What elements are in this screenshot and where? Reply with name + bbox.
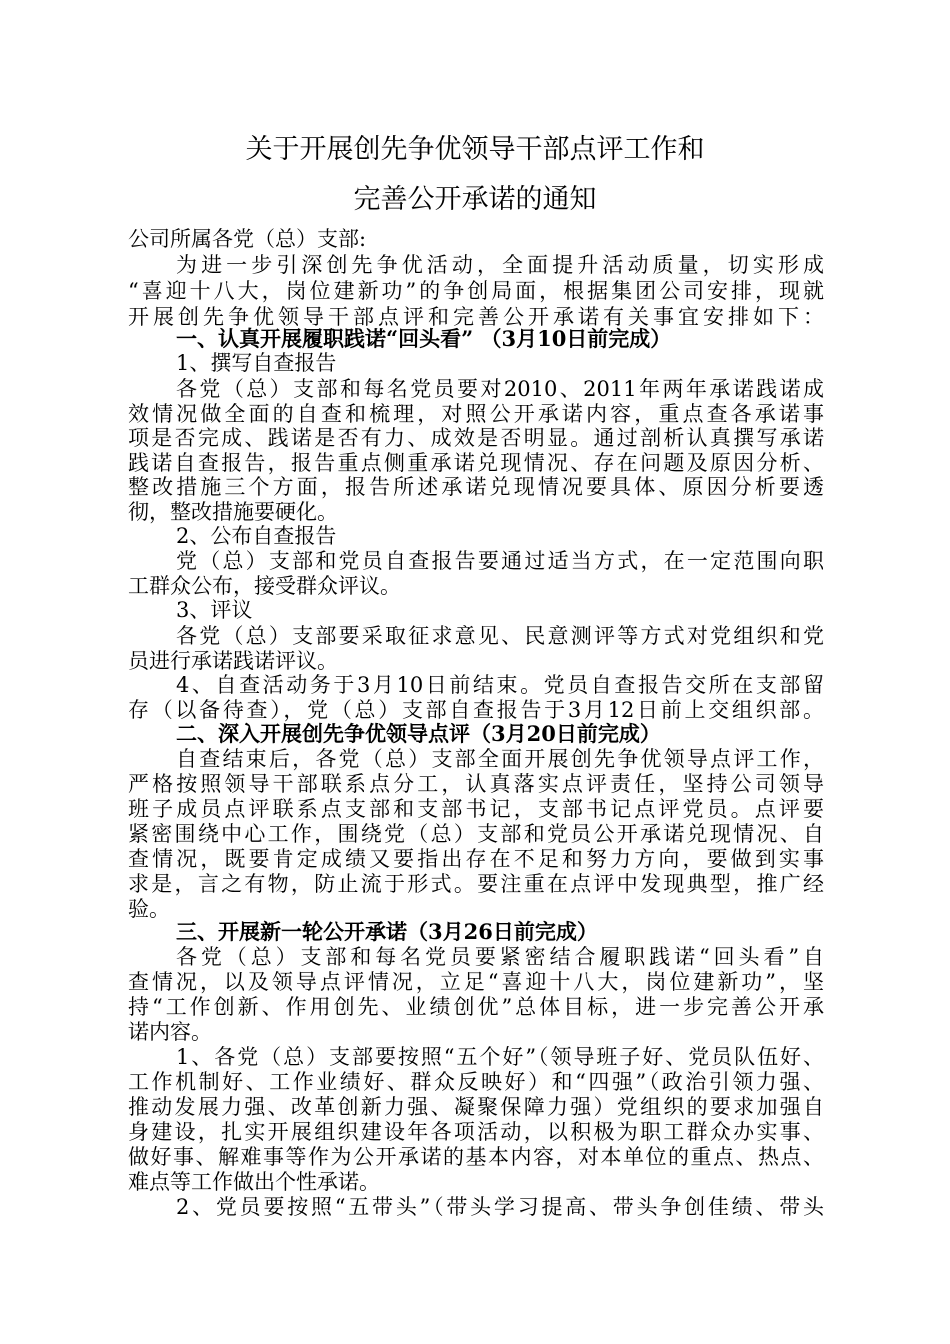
body-line: 身建设，扎实开展组织建设年各项活动，以积极为职工群众办实事、 — [128, 1120, 824, 1144]
body-line: 持“工作创新、作用创先、业绩创优”总体目标，进一步完善公开承 — [128, 995, 824, 1019]
body-line: 严格按照领导干部联系点分工，认真落实点评责任，坚持公司领导 — [128, 772, 824, 796]
body-line: 4、自查活动务于3月10日前结束。党员自查报告交所在支部留 — [176, 673, 824, 697]
body-line: 各党（总）支部和每名党员要紧密结合履职践诺“回头看”自 — [176, 945, 824, 969]
body-line: 2、党员要按照“五带头”（带头学习提高、带头争创佳绩、带头 — [176, 1195, 824, 1219]
body-line: 存（以备待查），党（总）支部自查报告于3月12日前上交组织部。 — [128, 698, 824, 722]
body-line: 党（总）支部和党员自查报告要通过适当方式，在一定范围向职 — [176, 549, 824, 573]
body-line: 班子成员点评联系点支部和支部书记，支部书记点评党员。点评要 — [128, 797, 824, 821]
body-line: 各党（总）支部和每名党员要对2010、2011年两年承诺践诺成 — [176, 377, 824, 401]
subheading: 1、撰写自查报告 — [176, 351, 337, 375]
body-line: 效情况做全面的自查和梳理，对照公开承诺内容，重点查各承诺事 — [128, 402, 824, 426]
body-line: 各党（总）支部要采取征求意见、民意测评等方式对党组织和党 — [176, 624, 824, 648]
body-line: 推动发展力强、改革创新力强、凝聚保障力强）党组织的要求加强自 — [128, 1095, 824, 1119]
salutation: 公司所属各党（总）支部: — [128, 227, 367, 251]
document-title-line-1: 关于开展创先争优领导干部点评工作和 — [245, 134, 705, 165]
body-line: 验。 — [128, 897, 170, 921]
body-line: 查情况，以及领导点评情况，立足“喜迎十八大，岗位建新功”，坚 — [128, 970, 824, 994]
subheading: 2、公布自查报告 — [176, 524, 337, 548]
body-line: 求是，言之有物，防止流于形式。要注重在点评中发现典型，推广经 — [128, 872, 824, 896]
body-line: “喜迎十八大，岗位建新功”的争创局面，根据集团公司安排，现就 — [128, 279, 824, 303]
section-heading-3: 三、开展新一轮公开承诺（3月26日前完成） — [176, 919, 598, 944]
body-line: 工作机制好、工作业绩好、群众反映好）和“四强”（政治引领力强、 — [128, 1070, 824, 1094]
body-line: 查情况，既要肯定成绩又要指出存在不足和努力方向，要做到实事 — [128, 847, 824, 871]
subheading: 3、评议 — [176, 598, 253, 622]
document-title-line-2: 完善公开承诺的通知 — [353, 184, 597, 215]
body-line: 员进行承诺践诺评议。 — [128, 649, 338, 673]
body-line: 开展创先争优领导干部点评和完善公开承诺有关事宜安排如下： — [128, 305, 824, 329]
body-line: 诺内容。 — [128, 1020, 212, 1044]
body-line: 做好事、解难事等作为公开承诺的基本内容，对本单位的重点、热点、 — [128, 1145, 824, 1169]
body-line: 为进一步引深创先争优活动，全面提升活动质量，切实形成 — [176, 253, 824, 277]
section-heading-1: 一、认真开展履职践诺“回头看” （3月10日前完成） — [176, 326, 672, 351]
body-line: 项是否完成、践诺是否有力、成效是否明显。通过剖析认真撰写承诺 — [128, 426, 824, 450]
body-line: 紧密围绕中心工作，围绕党（总）支部和党员公开承诺兑现情况、自 — [128, 822, 824, 846]
body-line: 工群众公布，接受群众评议。 — [128, 574, 401, 598]
body-line: 自查结束后，各党（总）支部全面开展创先争优领导点评工作， — [176, 747, 824, 771]
section-heading-2: 二、深入开展创先争优领导点评（3月20日前完成） — [176, 721, 661, 746]
body-line: 1、各党（总）支部要按照“五个好”（领导班子好、党员队伍好、 — [176, 1045, 824, 1069]
body-line: 难点等工作做出个性承诺。 — [128, 1170, 380, 1194]
body-line: 践诺自查报告，报告重点侧重承诺兑现情况、存在问题及原因分析、 — [128, 451, 824, 475]
body-line: 整改措施三个方面，报告所述承诺兑现情况要具体、原因分析要透 — [128, 475, 824, 499]
body-line: 彻，整改措施要硬化。 — [128, 500, 338, 524]
